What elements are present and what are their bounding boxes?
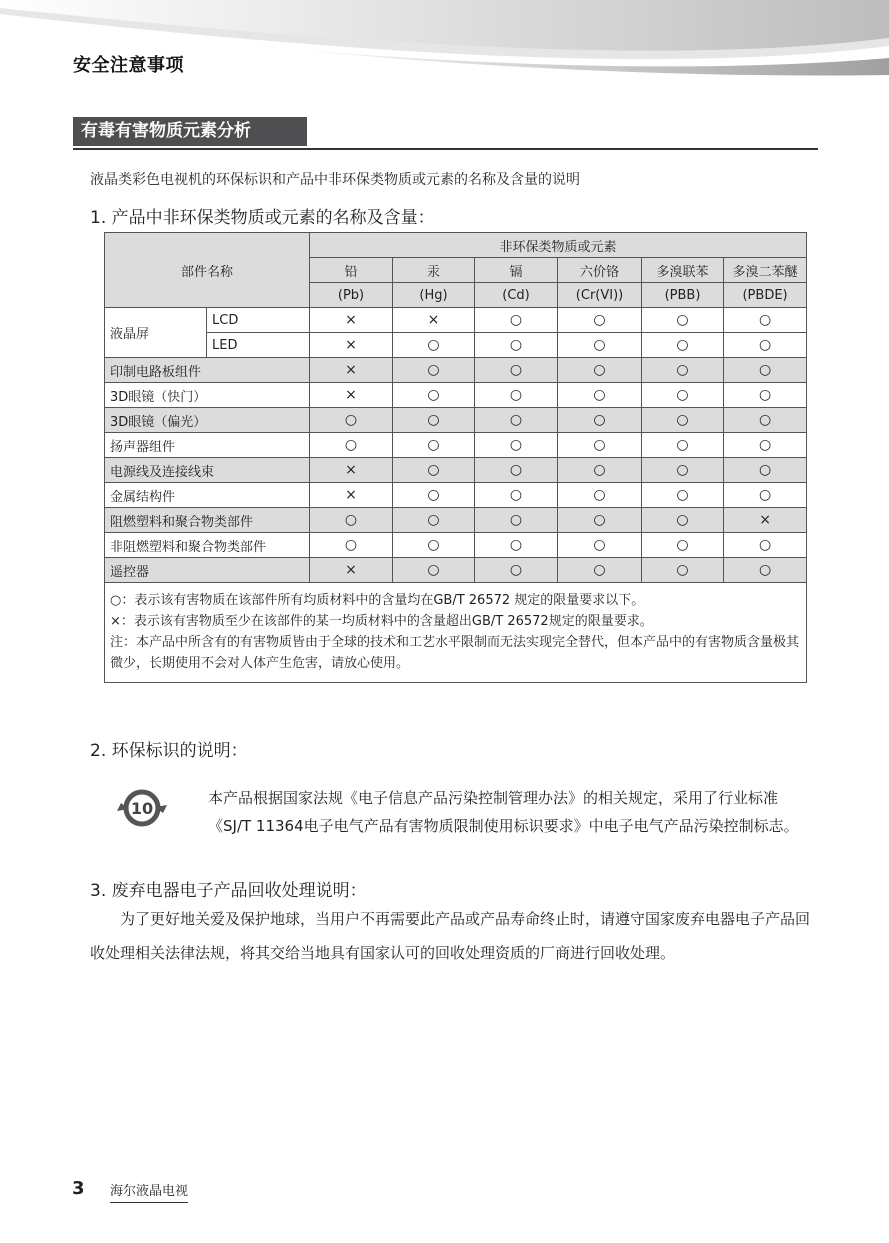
- table-row: [105, 433, 807, 458]
- substance-mark: ○: [558, 408, 642, 433]
- substance-mark: ○: [393, 408, 475, 433]
- table-row: [105, 383, 807, 408]
- substance-mark: ○: [558, 433, 642, 458]
- substance-mark: ○: [558, 483, 642, 508]
- substance-mark: ○: [724, 308, 807, 333]
- substance-mark: ○: [393, 558, 475, 583]
- substance-mark: ○: [642, 308, 724, 333]
- table-row: [105, 408, 807, 433]
- substance-mark: ○: [558, 308, 642, 333]
- substance-name: 铅: [310, 258, 393, 283]
- substance-mark: ○: [724, 383, 807, 408]
- substance-mark: ○: [475, 333, 558, 358]
- substance-mark: ○: [724, 433, 807, 458]
- substance-mark: ○: [558, 508, 642, 533]
- substance-mark: ○: [642, 533, 724, 558]
- substance-mark: ○: [642, 333, 724, 358]
- substance-mark: ○: [393, 508, 475, 533]
- substance-mark: ○: [393, 383, 475, 408]
- substance-mark: ×: [310, 358, 393, 383]
- table-note: ×：表示该有害物质至少在该部件的某一均质材料中的含量超出GB/T 26572规定的限量要求。: [110, 614, 653, 629]
- substance-mark: ○: [558, 383, 642, 408]
- substance-group-header: 非环保类物质或元素: [310, 233, 807, 258]
- epup-10-logo-icon: [115, 785, 169, 831]
- part-name: LED: [207, 333, 310, 358]
- substance-mark: ×: [310, 483, 393, 508]
- substance-mark: ○: [642, 458, 724, 483]
- substance-mark: ○: [475, 558, 558, 583]
- substance-mark: ○: [642, 508, 724, 533]
- substance-mark: ○: [310, 433, 393, 458]
- section-divider: [73, 148, 818, 150]
- substance-name: 汞: [393, 258, 475, 283]
- substance-mark: ○: [724, 333, 807, 358]
- substance-mark: ○: [310, 533, 393, 558]
- table-note: ○：表示该有害物质在该部件所有均质材料中的含量均在GB/T 26572 规定的限量要求以下。: [110, 593, 645, 608]
- substance-symbol: (Pb): [310, 283, 393, 308]
- part-name: 印制电路板组件: [105, 358, 310, 383]
- substance-symbol: (PBB): [642, 283, 724, 308]
- substance-mark: ○: [558, 558, 642, 583]
- part-name-header: 部件名称: [105, 233, 310, 308]
- part-name: 扬声器组件: [105, 433, 310, 458]
- part-name: 3D眼镜（快门）: [105, 383, 310, 408]
- substance-name: 多溴二苯醚: [724, 258, 807, 283]
- part-group-name: 液晶屏: [105, 308, 207, 358]
- substance-mark: ○: [475, 508, 558, 533]
- table-row: [105, 358, 807, 383]
- substance-mark: ○: [558, 458, 642, 483]
- substance-mark: ×: [310, 558, 393, 583]
- substance-mark: ○: [558, 358, 642, 383]
- part3-heading: 3. 废弃电器电子产品回收处理说明：: [90, 881, 367, 901]
- table-row: [105, 333, 807, 358]
- substance-mark: ○: [642, 408, 724, 433]
- substance-mark: ○: [642, 358, 724, 383]
- substance-mark: ○: [724, 358, 807, 383]
- substance-mark: ○: [393, 533, 475, 558]
- substance-mark: ○: [475, 408, 558, 433]
- substance-mark: ○: [642, 433, 724, 458]
- part3-text: 为了更好地关爱及保护地球，当用户不再需要此产品或产品寿命终止时，请遵守国家废弃电器电子产品回收处理相关法律法规，将其交给当地具有国家认可的回收处理资质的厂商进行回收处理。: [90, 910, 811, 962]
- part-name: 遥控器: [105, 558, 310, 583]
- table-row: [105, 308, 807, 333]
- table-row: [105, 508, 807, 533]
- table-row: [105, 533, 807, 558]
- substance-mark: ○: [475, 433, 558, 458]
- table-notes: [105, 583, 807, 683]
- part-name: 电源线及连接线束: [105, 458, 310, 483]
- substance-name: 六价铬: [558, 258, 642, 283]
- part-name: 阻燃塑料和聚合物类部件: [105, 508, 310, 533]
- substance-mark: ○: [393, 483, 475, 508]
- section-title: 有毒有害物质元素分析: [73, 117, 307, 146]
- substance-mark: ○: [475, 533, 558, 558]
- substance-symbol: (Hg): [393, 283, 475, 308]
- part-name: LCD: [207, 308, 310, 333]
- substance-mark: ○: [724, 408, 807, 433]
- substance-mark: ○: [724, 458, 807, 483]
- substance-mark: ○: [393, 333, 475, 358]
- table-note: 注：本产品中所含有的有害物质皆由于全球的技术和工艺水平限制而无法实现完全替代，但本产品中的有害物质含量极其微少，长期使用不会对人体产生危害，请放心使用。: [110, 635, 800, 671]
- substance-mark: ×: [310, 383, 393, 408]
- part-name: 3D眼镜（偏光）: [105, 408, 310, 433]
- substance-mark: ○: [642, 483, 724, 508]
- substance-mark: ○: [393, 358, 475, 383]
- logo-number: 10: [130, 799, 154, 818]
- table-row: [105, 483, 807, 508]
- substance-mark: ○: [393, 458, 475, 483]
- substance-name: 镉: [475, 258, 558, 283]
- substance-mark: ×: [393, 308, 475, 333]
- substance-mark: ○: [475, 308, 558, 333]
- substance-mark: ×: [724, 508, 807, 533]
- table-row: [105, 558, 807, 583]
- substance-mark: ○: [558, 333, 642, 358]
- substance-mark: ×: [310, 333, 393, 358]
- substance-symbol: (Cd): [475, 283, 558, 308]
- part2-text: 本产品根据国家法规《电子信息产品污染控制管理办法》的相关规定，采用了行业标准《SJ/T 11364电子电气产品有害物质限制使用标识要求》中电子电气产品污染控制标志。: [208, 789, 799, 835]
- intro-text: 液晶类彩色电视机的环保标识和产品中非环保类物质或元素的名称及含量的说明: [90, 172, 580, 188]
- part1-heading: 1. 产品中非环保类物质或元素的名称及含量：: [90, 208, 435, 228]
- substance-name: 多溴联苯: [642, 258, 724, 283]
- footer-brand: 海尔液晶电视: [110, 1180, 188, 1203]
- substance-mark: ○: [475, 458, 558, 483]
- substance-mark: ○: [724, 533, 807, 558]
- substance-mark: ○: [393, 433, 475, 458]
- substance-mark: ○: [642, 558, 724, 583]
- hazardous-substance-table: [104, 232, 807, 683]
- substance-mark: ○: [642, 383, 724, 408]
- page-header-title: 安全注意事项: [73, 55, 184, 76]
- substance-mark: ○: [310, 508, 393, 533]
- part-name: 金属结构件: [105, 483, 310, 508]
- substance-symbol: (PBDE): [724, 283, 807, 308]
- substance-mark: ○: [475, 483, 558, 508]
- substance-symbol: (Cr(VI)): [558, 283, 642, 308]
- substance-mark: ○: [310, 408, 393, 433]
- substance-mark: ×: [310, 458, 393, 483]
- table-row: [105, 458, 807, 483]
- substance-mark: ○: [724, 558, 807, 583]
- part2-heading: 2. 环保标识的说明：: [90, 741, 248, 761]
- part-name: 非阻燃塑料和聚合物类部件: [105, 533, 310, 558]
- page-number: 3: [72, 1178, 85, 1199]
- substance-mark: ○: [475, 358, 558, 383]
- substance-mark: ○: [475, 383, 558, 408]
- substance-mark: ○: [724, 483, 807, 508]
- substance-mark: ×: [310, 308, 393, 333]
- substance-mark: ○: [558, 533, 642, 558]
